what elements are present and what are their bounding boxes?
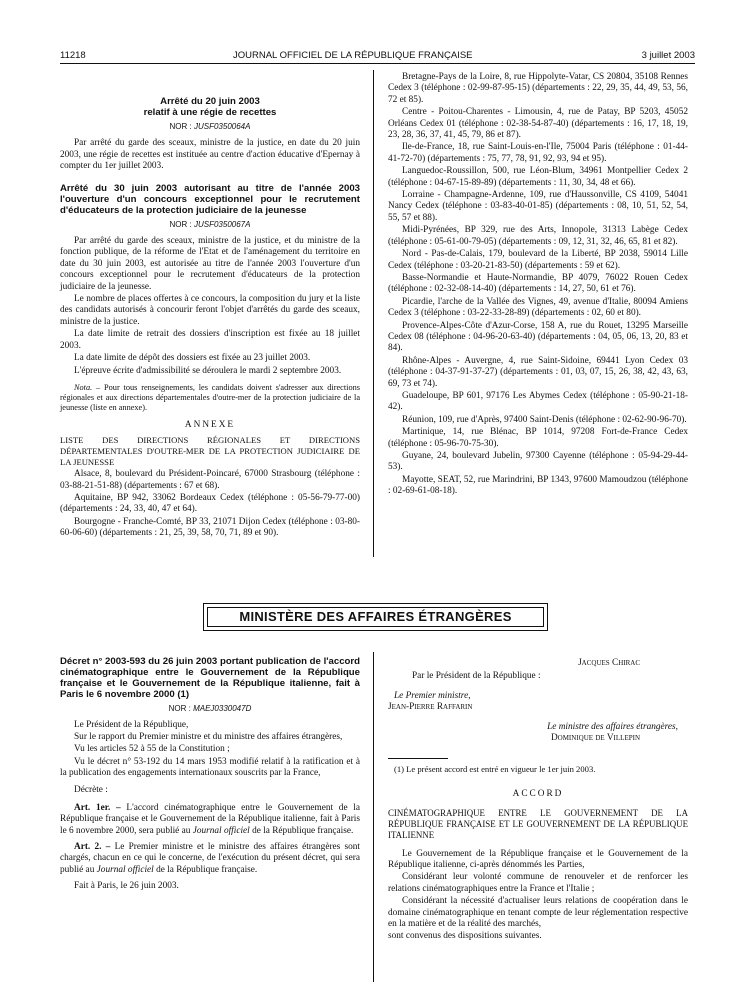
right-column-top	[388, 72, 688, 499]
direction-item: Aquitaine, BP 942, 33062 Bordeaux Cedex (téléphone : 05-56-79-77-00) (départements : 24, 33, 40, 47 et 64).	[60, 492, 360, 515]
article-1-emphasis: Journal officiel	[192, 825, 250, 836]
arrete2-paragraph: La date limite de retrait des dossiers d'inscription est fixée au 18 juillet 2003.	[60, 329, 360, 351]
accord-paragraph: sont convenus des dispositions suivantes.	[388, 931, 542, 942]
arrete2-paragraph: La date limite de dépôt des dossiers est fixée au 23 juillet 2003.	[74, 353, 311, 364]
nor-label: NOR :	[169, 219, 192, 229]
journal-title: JOURNAL OFFICIEL DE LA RÉPUBLIQUE FRANÇAISE	[233, 50, 473, 61]
direction-item: Guyane, 24, boulevard Jubelin, 97300 Cayenne (téléphone : 05-94-29-44-53).	[388, 451, 688, 473]
mae-title: Le ministre des affaires étrangères,	[547, 721, 678, 732]
arrete2-paragraph: Par arrêté du garde des sceaux, ministre de la justice, et du ministre de la fonction publique, de la réforme de l'Etat et de l'aménagement du territoire en date du 30 juin 2003, est autorisée au titre de l'année 2003 l'ouverture d'un concours exceptionnel pour le recrutement d'éducateurs de la protection judiciaire de la jeunesse.	[60, 236, 360, 292]
footnote-rule	[388, 758, 448, 759]
arrete2-paragraph: L'épreuve écrite d'admissibilité se déroulera le mardi 2 septembre 2003.	[74, 365, 342, 376]
accord-paragraph: Le Gouvernement de la République française et le Gouvernement de la République italienne, ci-après dénommés les Parties,	[388, 848, 688, 871]
article-2-text-end: de la République française.	[156, 864, 258, 875]
ministry-banner-text: MINISTÈRE DES AFFAIRES ÉTRANGÈRES	[207, 607, 544, 627]
direction-item: Martinique, 14, rue Blénac, BP 1014, 97208 Fort-de-France Cedex (téléphone : 05-96-70-75-30).	[388, 427, 688, 449]
direction-item: Bourgogne - Franche-Comté, BP 33, 21071 Dijon Cedex (téléphone : 03-80-60-06-60) (départements : 21, 25, 39, 58, 70, 71, 89 et 90).	[60, 516, 360, 539]
arrete1-body: Par arrêté du garde des sceaux, ministre de la justice, en date du 20 juin 2003, une régie de recettes est instituée au centre d'action éducative d'Epernay à compter du 1er juillet 2003.	[60, 138, 360, 172]
preamble-line: Sur le rapport du Premier ministre et du ministre des affaires étrangères,	[74, 731, 343, 742]
accord-paragraph: Considérant la nécessité d'actualiser leurs relations de coopération dans le domaine cinématographique en tenant compte de leur réglementation respective en la matière et de la réalité des marchés,	[388, 896, 688, 930]
direction-item: Basse-Normandie et Haute-Normandie, BP 4079, 76022 Rouen Cedex (téléphone : 02-32-08-14-40) (départements : 14, 27, 50, 61 et 76).	[388, 272, 688, 295]
direction-item: Bretagne-Pays de la Loire, 8, rue Hippolyte-Vatar, CS 20804, 35108 Rennes Cedex 3 (téléphone : 02-99-87-95-15) (départements : 22, 29, 35, 44, 49, 53, 56, 72 et 85).	[388, 72, 688, 105]
arrete1-title-line2: relatif à une régie de recettes	[143, 107, 277, 118]
nor-code: JUSF0350064A	[193, 122, 251, 131]
signature-president: Jacques Chirac	[578, 658, 640, 668]
direction-item: Lorraine - Champagne-Ardenne, 109, rue d'Haussonville, CS 4109, 54041 Nancy Cedex (téléphone : 03-83-40-01-85) (départements : 08, 10, 51, 52, 54, 55, 57 et 88).	[388, 190, 688, 223]
page-number: 11218	[60, 50, 86, 61]
direction-item: Mayotte, SEAT, 52, rue Marindrini, BP 1343, 97600 Mamoudzou (téléphone : 02-69-61-08-18).	[388, 474, 688, 497]
nor-label: NOR :	[168, 704, 191, 713]
accord-subtitle: CINÉMATOGRAPHIQUE ENTRE LE GOUVERNEMENT DE LA RÉPUBLIQUE FRANÇAISE ET LE GOUVERNEMENT DE LA RÉPUBLIQUE ITALIENNE	[388, 808, 688, 840]
decret-nor	[60, 703, 360, 714]
ministry-banner	[203, 603, 548, 631]
header-rule	[60, 63, 695, 64]
par-le-president: Par le Président de la République :	[412, 671, 541, 682]
direction-item: Rhône-Alpes - Auvergne, 4, rue Saint-Sidoine, 69441 Lyon Cedex 03 (téléphone : 04-37-91-37-27) (départements : 01, 03, 07, 15, 26, 38, 42, 43, 63, 69, 73 et 74).	[388, 355, 688, 389]
fait-a-paris: Fait à Paris, le 26 juin 2003.	[74, 881, 179, 892]
left-column-bottom	[60, 656, 360, 893]
nor-code: MAEJ0330047D	[193, 704, 252, 713]
article-1-label: Art. 1er. –	[74, 802, 121, 813]
accord-title: ACCORD	[512, 788, 564, 799]
article-1-text: L'accord cinématographique entre le Gouvernement de la République française et le Gouvernement de la République italienne, fait à Paris le 6 novembre 2000, sera publié au	[60, 802, 360, 836]
direction-item: Réunion, 109, rue d'Après, 97400 Saint-Denis (téléphone : 02-62-90-96-70).	[402, 414, 687, 425]
column-divider-top	[373, 70, 374, 557]
right-column-bottom	[388, 658, 688, 943]
nor-label: NOR :	[169, 122, 192, 131]
footnote: (1) Le présent accord est entré en vigueur le 1er juin 2003.	[394, 764, 596, 775]
arrete2-nor	[60, 219, 360, 230]
accord-paragraph: Considérant leur volonté commune de renouveler et de renforcer les relations cinématographiques entre la France et l'Italie ;	[388, 872, 688, 894]
decret-title: Décret n° 2003-593 du 26 juin 2003 portant publication de l'accord cinématographique entre le Gouvernement de la République française et le Gouvernement de la République italienne, fait à Paris le 6 novembre 2000 (1)	[60, 656, 360, 700]
article-2-text: Le Premier ministre et le ministre des affaires étrangères sont chargés, chacun en ce qui le concerne, de l'exécution du présent décret, qui sera publié au	[60, 842, 361, 875]
pm-name: Jean-Pierre Raffarin	[388, 702, 473, 713]
preamble-line: Le Président de la République,	[74, 720, 189, 731]
arrete1-nor	[60, 121, 360, 132]
article-1	[60, 803, 360, 837]
nota	[60, 383, 360, 413]
nota-label: Nota. –	[74, 382, 101, 392]
article-2-emphasis: Journal officiel	[96, 864, 154, 875]
left-column-top	[60, 96, 360, 541]
direction-item: Ile-de-France, 18, rue Saint-Louis-en-l'Ile, 75004 Paris (téléphone : 01-44-41-72-70) (départements : 75, 77, 78, 91, 92, 93, 94 et 95).	[388, 142, 688, 164]
direction-item: Alsace, 8, boulevard du Président-Poincaré, 67000 Strasbourg (téléphone : 03-88-21-51-88) (départements : 67 et 68).	[60, 469, 360, 491]
pm-title: Le Premier ministre,	[394, 690, 471, 701]
mae-name: Dominique de Villepin	[550, 733, 640, 744]
article-2-label: Art. 2. –	[74, 842, 111, 853]
arrete2-title: Arrêté du 30 juin 2003 autorisant au titre de l'année 2003 l'ouverture d'un concours exceptionnel pour le recrutement d'éducateurs de la protection judiciaire de la jeunesse	[60, 182, 360, 216]
arrete1-title-line1: Arrêté du 20 juin 2003	[160, 96, 260, 107]
column-divider-bottom	[373, 652, 374, 982]
direction-item: Languedoc-Roussillon, 500, rue Léon-Blum, 34961 Montpellier Cedex 2 (téléphone : 04-67-15-89-89) (départements : 11, 30, 34, 48 et 66).	[388, 166, 688, 188]
direction-item: Centre - Poitou-Charentes - Limousin, 4, rue de Patay, BP 5203, 45052 Orléans Cedex 01 (téléphone : 02-38-54-87-40) (départements : 16, 17, 18, 19, 23, 28, 36, 37, 41, 45, 79, 86 et 87).	[388, 107, 688, 141]
preamble-line: Vu le décret n° 53-192 du 14 mars 1953 modifié relatif à la ratification et à la publication des engagements internationaux souscrits par la France,	[60, 756, 360, 779]
annexe-list-title: LISTE DES DIRECTIONS RÉGIONALES ET DIRECTIONS DÉPARTEMENTALES D'OUTRE-MER DE LA PROTECTION JUDICIAIRE DE LA JEUNESSE	[60, 435, 360, 467]
issue-date: 3 juillet 2003	[641, 50, 695, 61]
direction-item: Provence-Alpes-Côte d'Azur-Corse, 158 A, rue du Rouet, 13295 Marseille Cedex 08 (téléphone : 04-96-20-63-40) (départements : 04, 05, 06, 13, 20, 83 et 84).	[388, 320, 688, 354]
direction-item: Nord - Pas-de-Calais, 179, boulevard de la Liberté, BP 2038, 59014 Lille Cedex (téléphone : 03-20-21-83-50) (départements : 59 et 62).	[388, 249, 688, 271]
decrete: Décrète :	[74, 785, 108, 796]
nor-code: JUSF0350067A	[193, 219, 251, 229]
article-2	[60, 842, 360, 876]
nota-text: Pour tous renseignements, les candidats doivent s'adresser aux directions régionales et aux directions départementales d'outre-mer de la protection judiciaire de la jeunesse (liste en annexe).	[60, 382, 360, 412]
direction-item: Guadeloupe, BP 601, 97176 Les Abymes Cedex (téléphone : 05-90-21-18-42).	[388, 390, 688, 413]
direction-item: Midi-Pyrénées, BP 329, rue des Arts, Innopole, 31313 Labège Cedex (téléphone : 05-61-00-79-05) (départements : 09, 12, 31, 32, 46, 65, 81 et 82).	[388, 225, 688, 247]
arrete2-paragraph: Le nombre de places offertes à ce concours, la composition du jury et la liste des candidats autorisés à concourir feront l'objet d'arrêtés du garde des sceaux, ministre de la justice.	[60, 294, 360, 327]
direction-item: Picardie, l'arche de la Vallée des Vignes, 49, avenue d'Italie, 80094 Amiens Cedex 3 (téléphone : 03-22-33-28-89) (départements : 02, 60 et 80).	[388, 296, 688, 319]
article-1-text-end: de la République française.	[252, 825, 354, 836]
annexe-title: ANNEXE	[184, 419, 236, 430]
preamble-line: Vu les articles 52 à 55 de la Constitution ;	[74, 744, 230, 755]
